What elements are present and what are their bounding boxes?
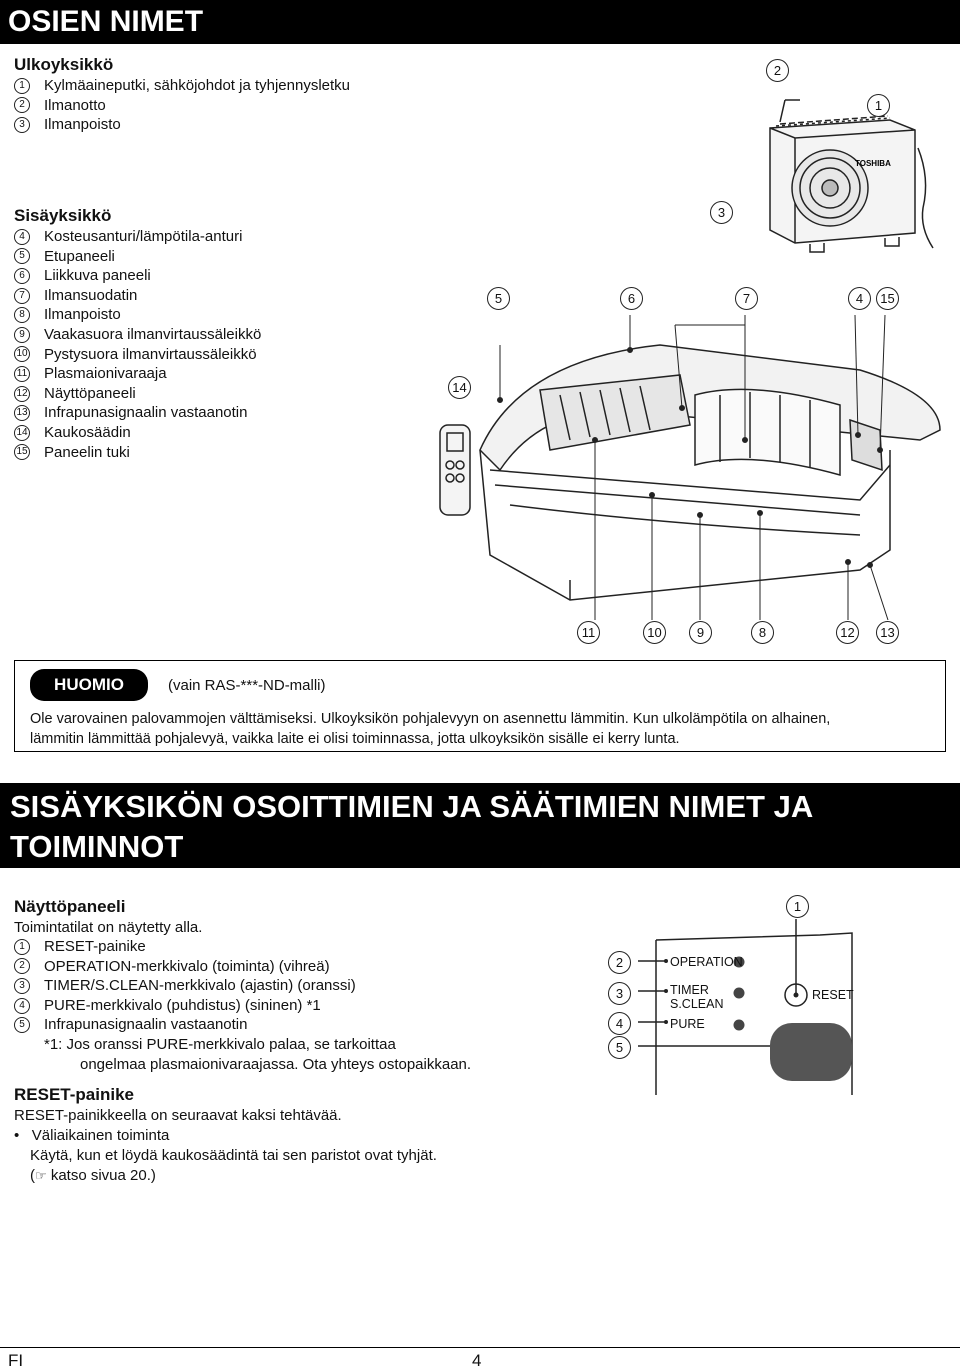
page-title: OSIEN NIMET [0,0,960,44]
reset-ref-text: katso sivua 20.) [50,1167,156,1184]
indoor-item [14,325,261,345]
indoor-item-label: Ilmanpoisto [44,306,121,324]
panel-callout-1: 1 [786,895,809,918]
indoor-item-number: 8 [14,307,30,323]
outdoor-item [14,96,350,116]
indoor-item-label: Infrapunasignaalin vastaanotin [44,404,248,422]
callout-5: 5 [487,287,510,310]
callout-3: 3 [710,201,733,224]
indoor-item-label: Kaukosäädin [44,423,131,441]
indoor-item-number: 10 [14,346,30,362]
outdoor-item-number: 1 [14,78,30,94]
panel-callout-2: 2 [608,951,631,974]
indoor-item [14,227,261,247]
callout-6: 6 [620,287,643,310]
panel-item-number: 2 [14,958,30,974]
display-panel-intro: Toimintatilat on näytetty alla. [14,919,203,936]
indoor-item-label: Etupaneeli [44,247,115,265]
indoor-item-label: Näyttöpaneeli [44,384,136,402]
outdoor-item-label: Ilmanpoisto [44,116,121,134]
panel-item-label: OPERATION-merkkivalo (toiminta) (vihreä) [44,957,330,975]
bullet-icon: • [14,1127,32,1144]
indoor-item-number: 15 [14,444,30,460]
indoor-item-number: 11 [14,366,30,382]
section-title [0,783,960,868]
panel-reset-label: RESET [812,988,854,1002]
outdoor-item [14,76,350,96]
note-model: (vain RAS-***-ND-malli) [168,677,326,694]
panel-item-label: PURE-merkkivalo (puhdistus) (sininen) *1 [44,996,321,1014]
indoor-item [14,364,261,384]
indoor-item [14,443,261,463]
indoor-item-number: 14 [14,425,30,441]
panel-operation-label: OPERATION [670,955,743,969]
panel-callout-4: 4 [608,1012,631,1035]
footer-language: FI [8,1351,24,1370]
indoor-item-number: 12 [14,386,30,402]
reset-bullet-text: Väliaikainen toiminta [31,1127,170,1144]
indoor-heading: Sisäyksikkö [14,206,112,225]
indoor-unit-illustration [420,300,950,640]
callout-2: 2 [766,59,789,82]
indoor-item [14,266,261,286]
panel-callout-5: 5 [608,1036,631,1059]
outdoor-heading: Ulkoyksikkö [14,55,114,74]
reset-line: Käytä, kun et löydä kaukosäädintä tai sen paristot ovat tyhjät. [30,1147,437,1164]
pointing-hand-icon: ☞ [35,1168,47,1183]
callout-14: 14 [448,376,471,399]
reset-bullet [14,1126,169,1145]
indoor-item-number: 5 [14,248,30,264]
indoor-item-label: Paneelin tuki [44,443,130,461]
reset-heading: RESET-painike [14,1085,134,1104]
section-title-line-1: SISÄYKSIKÖN OSOITTIMIEN JA SÄÄTIMIEN NIMET JA [10,789,814,824]
footer-rule [0,1347,960,1348]
panel-item-number: 5 [14,1017,30,1033]
page-number: 4 [472,1351,482,1370]
panel-item [14,1015,356,1035]
panel-item [14,996,356,1016]
indoor-item-label: Kosteusanturi/lämpötila-anturi [44,228,243,245]
display-panel-heading: Näyttöpaneeli [14,897,126,916]
panel-callout-3: 3 [608,982,631,1005]
panel-item-label: TIMER/S.CLEAN-merkkivalo (ajastin) (oranssi) [44,977,356,995]
panel-item-number: 4 [14,998,30,1014]
outdoor-item [14,115,350,135]
indoor-item [14,345,261,365]
panel-timer-label: TIMER [670,983,709,997]
callout-13: 13 [876,621,899,644]
indoor-item-number: 4 [14,229,30,245]
indoor-item [14,423,261,443]
callout-4: 4 [848,287,871,310]
section-title-line-2: TOIMINNOT [10,829,184,864]
display-panel-list [14,937,356,1035]
indoor-item [14,286,261,306]
outdoor-item-label: Kylmäaineputki, sähköjohdot ja tyhjennysletku [44,77,351,94]
note-line-2: lämmitin lämmittää pohjalevyä, vaikka laite ei olisi toiminnassa, jotta ulkoyksikön sisälle ei kerry lunta. [30,731,680,747]
panel-sclean-label: S.CLEAN [670,997,724,1011]
callout-8: 8 [751,621,774,644]
callout-11: 11 [577,621,600,644]
indoor-item-number: 6 [14,268,30,284]
callout-7: 7 [735,287,758,310]
callout-9: 9 [689,621,712,644]
outdoor-item-number: 3 [14,117,30,133]
callout-1: 1 [867,94,890,117]
indoor-item-label: Pystysuora ilmanvirtaussäleikkö [44,345,257,363]
note-badge: HUOMIO [30,669,148,701]
callout-10: 10 [643,621,666,644]
indoor-item-label: Plasmaionivaraaja [44,365,167,383]
callout-12: 12 [836,621,859,644]
note-line-1: Ole varovainen palovammojen välttämiseksi. Ulkoyksikön pohjalevyyn on asennettu lämmitin. Kun ulkolämpötila on alhainen, [30,711,831,727]
display-panel-illustration [600,895,950,1095]
indoor-item-label: Vaakasuora ilmanvirtaussäleikkö [44,325,262,343]
outdoor-item-number: 2 [14,97,30,113]
reset-intro: RESET-painikkeella on seuraavat kaksi tehtävää. [14,1107,342,1124]
reset-ref: (☞ katso sivua 20.) [30,1167,156,1184]
footnote-line-2: ongelmaa plasmaionivaraajassa. Ota yhteys ostopaikkaan. [80,1056,472,1073]
panel-pure-label: PURE [670,1017,705,1031]
callout-15: 15 [876,287,899,310]
indoor-item-number: 7 [14,288,30,304]
panel-item [14,957,356,977]
indoor-item-label: Ilmansuodatin [44,286,138,304]
indoor-item-number: 9 [14,327,30,343]
panel-item-number: 1 [14,939,30,955]
footnote-line-1: *1: Jos oranssi PURE-merkkivalo palaa, se tarkoittaa [44,1036,396,1053]
brand-logo: TOSHIBA [855,159,891,168]
indoor-item-number: 13 [14,405,30,421]
panel-item-label: Infrapunasignaalin vastaanotin [44,1016,248,1034]
indoor-list [14,227,261,462]
panel-item-number: 3 [14,978,30,994]
outdoor-unit-illustration [740,58,950,258]
indoor-item [14,305,261,325]
indoor-item [14,403,261,423]
outdoor-list [14,76,350,135]
panel-item [14,937,356,957]
indoor-item [14,384,261,404]
indoor-item [14,247,261,267]
indoor-item-label: Liikkuva paneeli [44,267,151,285]
panel-item-label: RESET-painike [44,938,146,955]
outdoor-item-label: Ilmanotto [44,96,106,114]
panel-item [14,976,356,996]
